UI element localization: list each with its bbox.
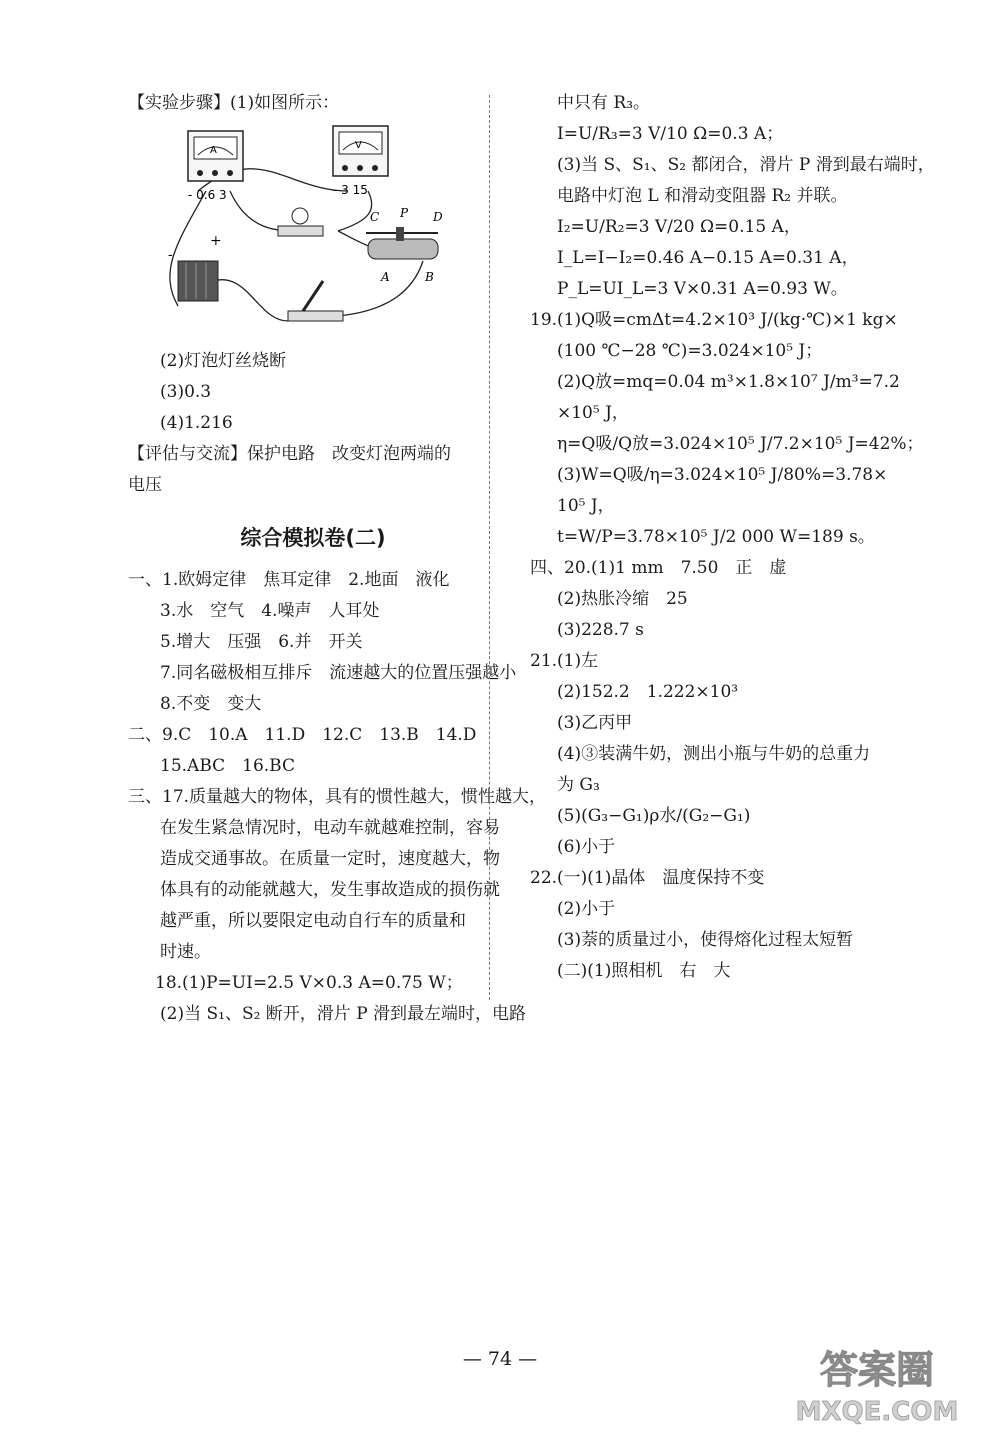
answer-line: 越严重，所以要限定电动自行车的质量和 [160,911,466,931]
answer-line: η=Q吸/Q放=3.024×10⁵ J/7.2×10⁵ J=42%； [557,434,924,454]
text-line: 【评估与交流】保护电路 改变灯泡两端的 [128,444,451,464]
answer-line: ×10⁵ J， [557,403,629,423]
bulb [278,208,323,236]
answer-line: (3)当 S、S₁、S₂ 都闭合，滑片 P 滑到最右端时， [557,155,935,175]
answer-line: 造成交通事故。在质量一定时，速度越大，物 [160,849,500,869]
svg-text:A: A [210,145,217,156]
answer-line: 21.(1)左 [530,651,599,671]
svg-text:- 3 15: - 3 15 [333,183,368,197]
answer-line: 19.(1)Q吸=cmΔt=4.2×10³ J/(kg·℃)×1 kg× [530,310,898,330]
answer-line: 时速。 [160,942,211,962]
svg-text:V: V [355,140,362,151]
answer-line: t=W/P=3.78×10⁵ J/2 000 W=189 s。 [557,527,875,547]
answer-line: 5.增大 压强 6.并 开关 [160,632,363,652]
answer-line: (6)小于 [557,837,616,857]
answer-line: 体具有的动能就越大，发生事故造成的损伤就 [160,880,500,900]
text-line: (2)灯泡灯丝烧断 [160,351,287,371]
answer-line: 电路中灯泡 L 和滑动变阻器 R₂ 并联。 [557,186,848,206]
answer-line: 二、9.C 10.A 11.D 12.C 13.B 14.D [128,725,477,745]
answer-line: (5)(G₃−G₁)ρ水/(G₂−G₁) [557,806,751,826]
text-line: 电压 [128,475,162,495]
answer-line: 8.不变 变大 [160,694,262,714]
answer-line: 在发生紧急情况时，电动车就越难控制，容易 [160,818,500,838]
column-divider [489,95,490,1000]
answer-line: (2)Q放=mq=0.04 m³×1.8×10⁷ J/m³=7.2 [557,372,900,392]
answer-line: 中只有 R₃。 [557,93,651,113]
rheostat [366,206,443,284]
svg-text:C: C [370,210,380,224]
text-line: (4)1.216 [160,413,233,433]
left-column [128,88,547,1030]
answer-line: 为 G₃ [557,775,600,795]
answer-line: (2)当 S₁、S₂ 断开，滑片 P 滑到最左端时，电路 [160,1004,527,1024]
svg-text:A: A [381,270,390,284]
watermark-logo [772,1338,982,1428]
text-line: 【实验步骤】(1)如图所示： [128,93,340,113]
page-number: — 74 — [462,1348,538,1370]
wire [230,191,298,231]
svg-text:B: B [425,270,434,284]
switch [288,281,343,321]
answer-line: I_L=I−I₂=0.46 A−0.15 A=0.31 A， [557,248,859,268]
answer-line: (3)萘的质量过小，使得熔化过程太短暂 [557,930,854,950]
answer-line: P_L=UI_L=3 V×0.31 A=0.93 W。 [557,279,848,299]
answer-line: (2)小于 [557,899,616,919]
answer-line: (4)③装满牛奶，测出小瓶与牛奶的总重力 [557,744,871,764]
right-column [530,88,935,987]
svg-text:+: + [210,233,222,249]
answer-line: 3.水 空气 4.噪声 人耳处 [160,601,380,621]
svg-text:答案圈: 答案圈 [819,1348,935,1392]
answer-line: (二)(1)照相机 右 大 [557,961,731,981]
answer-line: I=U/R₃=3 V/10 Ω=0.3 A； [557,124,784,144]
answer-line: 18.(1)P=UI=2.5 V×0.3 A=0.75 W； [155,973,463,993]
ammeter [188,131,243,202]
battery [168,233,222,301]
svg-text:-: - [168,247,173,263]
answer-line: 22.(一)(1)晶体 温度保持不变 [530,868,765,888]
wire [338,191,372,231]
answer-line: 四、20.(1)1 mm 7.50 正 虚 [530,558,787,578]
wire [213,280,288,321]
answer-line: (100 ℃−28 ℃)=3.024×10⁵ J； [557,341,823,361]
answer-line: (2)152.2 1.222×10³ [557,682,739,702]
text-line: (3)0.3 [160,382,212,402]
answer-line: (3)228.7 s [557,620,644,640]
answer-line: 一、1.欧姆定律 焦耳定律 2.地面 液化 [128,570,450,590]
svg-text:D: D [433,210,443,224]
answer-line: 15.ABC 16.BC [160,756,295,776]
voltmeter [333,126,388,197]
answer-line: I₂=U/R₂=3 V/20 Ω=0.15 A， [557,217,801,237]
answer-line: (3)乙丙甲 [557,713,633,733]
svg-text:- 0.6 3: - 0.6 3 [188,188,227,202]
answer-line: 三、17.质量越大的物体，具有的惯性越大，惯性越大， [128,787,547,807]
answer-line: 7.同名磁极相互排斥 流速越大的位置压强越小 [160,663,517,683]
svg-text:MXQE.COM: MXQE.COM [795,1397,959,1427]
answer-line: (2)热胀冷缩 25 [557,589,688,609]
section-title: 综合模拟卷(二) [240,526,386,550]
circuit-diagram [138,121,448,331]
answer-line: (3)W=Q吸/η=3.024×10⁵ J/80%=3.78× [557,465,888,485]
svg-text:P: P [400,206,409,220]
answer-line: 10⁵ J， [557,496,615,516]
